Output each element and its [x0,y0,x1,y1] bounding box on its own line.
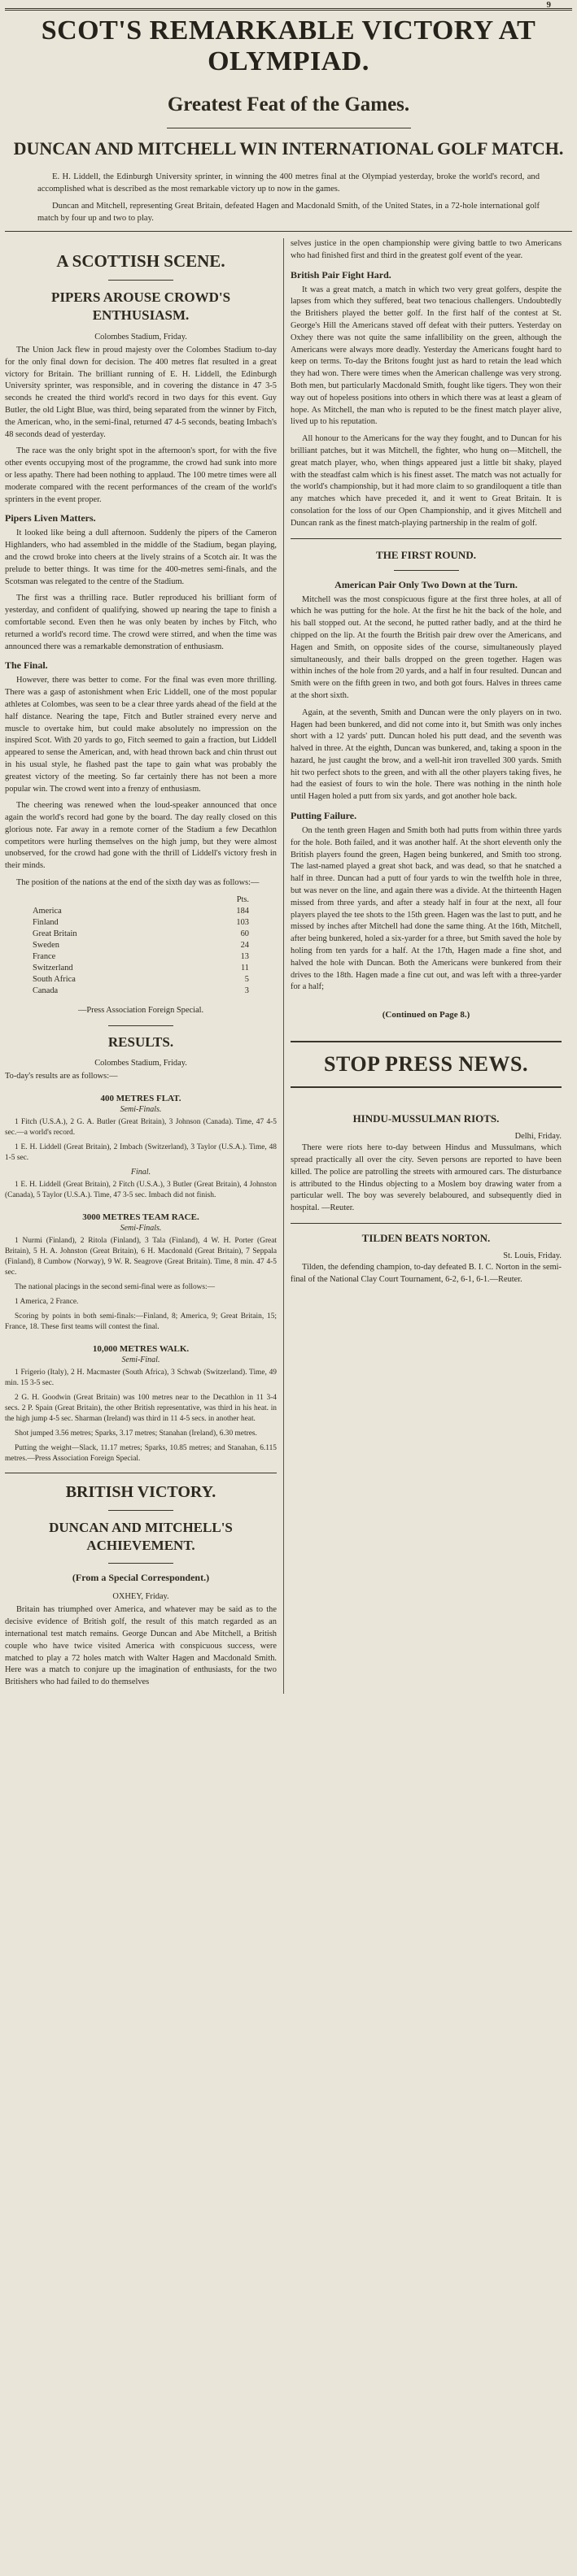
table-row [31,906,251,917]
section-heading: Pipers Liven Matters. [5,512,96,524]
tilden-body [291,1262,562,1286]
top-rule [5,8,572,11]
results-intro: To-day's results are as follows:— [5,1071,118,1081]
round-label: Semi-Finals. [120,1224,162,1234]
result-line: Shot jumped 3.56 metres; Sparks, 3.17 metres; Stanahan (Ireland), 6.30 metres. [15,1429,257,1438]
points: 11 [240,963,249,973]
table-row [31,917,251,929]
paragraph: Mitchell was the most conspicuous figure at the first three holes, at all of which he was putting for the hole. At the first he hit the back of the hole, and his ball stopped out. At the second, he putted rather badly, and at the third he chipped on the lip. At the fourth the British pair drew over the Americans, and Hagen and Smith, on opposite sides of the course, simultaneously played simultaneously, and their balls dropped on the green together. Hagen was within inches of the hole from 20 yards, and a half in four resulted. Duncan and Smith were on the fifth green in two, and both got fours. Halves in threes came at the short sixth. [291,594,562,700]
dateline: Delhi, Friday. [514,1132,562,1142]
divider [108,1025,173,1026]
table-row [31,940,251,951]
divider [291,1223,562,1224]
correspondent: (From a Special Correspondent.) [72,1572,210,1584]
round-label: Semi-Finals. [120,1105,162,1115]
nation: Great Britain [33,929,77,938]
divider [291,538,562,539]
points: 184 [236,906,249,916]
paragraph: The first was a thrilling race. Butler reproduced his brilliant form of yesterday, and confident of qualifying, showed up nearing the tape to finish a comfortable second. Even then he was only beaten by inches by Fitch, who returned a world's record time. The crowd were stirred, and when the time was announced there was a remarkable demonstration of enthusiasm. [5,594,277,651]
result-line: 2 G. H. Goodwin (Great Britain) was 100 metres near to the Decathlon in 11 3-4 secs. 2 P. Spain (Great Britain), the other British representative, was third in his heat. in the high jump 4-5 sec. Sharman (Ireland) was third in 11 4-5 secs. in another heat. [5,1394,277,1424]
section-heading: British Pair Fight Hard. [291,268,391,281]
putting-body [291,825,562,994]
riots-title: HINDU-MUSSULMAN RIOTS. [352,1112,500,1125]
victory-subtitle: DUNCAN AND MITCHELL'S ACHIEVEMENT. [49,1520,233,1554]
dateline: Colombes Stadium, Friday. [94,1058,187,1068]
table-row [31,929,251,940]
top-bar [5,0,572,8]
result-line: 1 America, 2 France. [15,1298,79,1307]
right-column [283,238,562,1694]
paragraph: Britain has triumphed over America, and whatever may be said as to the decisive evidence of British golf, the result of this match regarded as an international test match remains. George Duncan and Abe Mitchell, a British couple who have twice visited America with conspicuous success, were matched to play a 72 holes match with Walter Hagen and Macdonald Smith. Here was a match to conjure up the imagination of enthusiasts, for the two Britishers who had failed to do themselves [5,1605,277,1687]
result-line: 1 Nurmi (Finland), 2 Ritola (Finland), 3 Tala (Finland), 4 W. H. Porter (Great Britain), 5 H. A. Johnston (Great Britain), 6 H. Macdonald (Great Britain), 7 Seppala (Finland), 8 Cumbow (Norway), 9 W. R. Seagrove (Great Britain). Time, 8 min. 47 4-5 sec. [5,1237,277,1277]
left-column [5,238,283,1694]
points: 24 [240,940,249,950]
article-columns [5,238,572,1694]
divider [108,1510,173,1511]
main-headline: SCOT'S REMARKABLE VICTORY AT OLYMPIAD. [41,15,536,76]
scene-body [5,345,277,506]
stop-press-box [291,1041,562,1088]
divider [108,280,173,281]
continued-note: (Continued on Page 8.) [382,1010,470,1020]
nation: France [33,951,56,961]
section-heading: The Final. [5,659,48,672]
victory-body [5,1604,277,1689]
tilden-title: TILDEN BEATS NORTON. [361,1232,491,1245]
event-title: 400 METRES FLAT. [100,1094,181,1104]
paragraph: Again, at the seventh, Smith and Duncan were the only players on in two. Hagen had been bunkered, and did not come into it, but Smith was only inches short with a 12 yards' putt. Duncan holed his putt dead, and the seventh was halved in three. At the eighth, Duncan was bunkered, and, taking a spoon in the hazard, he just caught the brow, and a well-hit iron travelled 300 yards. Smith hit two perfect shots to the green, and with all the other players taking fives, he had the easiest of fours to win the hole. There was nothing in the ninth hole until Hagen holed a putt from six yards, and got another hole back. [291,707,562,802]
dateline: Colombes Stadium, Friday. [94,333,187,342]
pipers-body [5,528,277,653]
result-line: 1 Frigerio (Italy), 2 H. Macmaster (South Africa), 3 Schwab (Switzerland). Time, 49 min. 15 3-5 sec. [5,1368,277,1388]
dateline: OXHEY, Friday. [112,1592,169,1602]
victory-title: BRITISH VICTORY. [65,1483,216,1502]
points: 103 [236,917,249,927]
round-body [291,594,562,804]
event-title: 3000 METRES TEAM RACE. [82,1212,199,1223]
table-row [31,986,251,997]
result-line: Putting the weight—Slack, 11.17 metres; Sparks, 10.85 metres; and Stanahan, 6.115 metres.—Press Association Foreign Special. [5,1444,277,1464]
team-results [5,1236,277,1333]
points-label: Pts. [236,894,249,904]
points: 3 [244,986,249,995]
result-line: 1 E. H. Liddell (Great Britain), 2 Fitch (U.S.A.), 3 Butler (Great Britain), 4 Johnston (Canada), 5 Taylor (U.S.A.). Time, 47 3-5 sec. Imbach did not finish. [5,1181,277,1200]
lead-paragraph: E. H. Liddell, the Edinburgh University sprinter, in winning the 400 metres final at the Olympiad yesterday, broke the world's record, and accomplished what is described as the most remarkable victory up to now in the games. [37,172,540,194]
round-label: Semi-Final. [121,1355,160,1365]
flat-semis [5,1117,277,1164]
result-line: Scoring by points in both semi-finals:—Finland, 8; America, 9; Great Britain, 15; France, 18. These first teams will contest the final. [5,1312,277,1332]
points: 13 [240,951,249,961]
result-line: The national placings in the second semi-final were as follows:— [15,1283,216,1292]
paragraph: It was a great match, a match in which two very great golfers, despite the lapses from which they suffered, beat two tenacious challengers. Undoubtedly the Britishers played the better golf. In the first half of the contest at St. George's Hill the Americans staved off defeat with their putters. Yesterday on Oxhey there was not quite the same infallibility on the green, although the Americans were always more deadly. Yesterday the Americans fought hard to keep on terms. To-day the Britons fought just as hard to retain the lead which they had won. There were times when the American challenge was very strong. Both men, but particularly Macdonald Smith, fought like tigers. They won their way out of hopeless positions into others in which there was at least a gleam of hope. As Mitchell, the man who is reputed to be the finest match player alive, lived up to his reputation. [291,285,562,427]
walk-results [5,1368,277,1464]
event-title: 10,000 METRES WALK. [92,1344,190,1355]
nation: Finland [33,917,59,927]
sub-headline: Greatest Feat of the Games. [167,94,410,115]
bottom-space [5,1694,572,1710]
nation: Sweden [33,940,59,950]
paragraph: The race was the only bright spot in the afternoon's sport, for with the five other events occupying most of the programme, the crowd had sunk into more or less apathy. There had been nothing to applaud. The 100 metre times were all moderate compared with the recent performances of the cream of the world's sprinters in the event proper. [5,446,277,504]
points: 60 [240,929,249,938]
round-subtitle: American Pair Only Two Down at the Turn. [334,578,518,590]
credit: —Press Association Foreign Special. [77,1005,204,1015]
golf-headline: DUNCAN AND MITCHELL WIN INTERNATIONAL GOLF MATCH. [13,138,564,159]
nation: Canada [33,986,59,995]
paragraph: The position of the nations at the end of the sixth day was as follows:— [16,878,260,888]
paragraph: There were riots here to-day between Hindus and Mussulmans, which spread practically all over the city. Seven persons are reported to have been killed. The police are patrolling the streets with armoured cars. The disturbance is attributed to the Hindus objecting to a Moslem boy drawing water from a particular well. The boy was severely belaboured, and subsequently died in hospital. —Reuter. [291,1143,562,1213]
stop-press-title: STOP PRESS NEWS. [323,1052,528,1077]
paragraph: On the tenth green Hagen and Smith both had putts from within three yards for the hole. Both failed, and it was another half. At the short eleventh only the British players found the green, Hagen being bunkered, and Smith too strong. The last-named played a great shot back, and was dead, so that he snatched a half in three. Duncan had a putt of four yards to win the twelfth hole in three, but was never on the line, and again there was a divide. At the thirteenth Hagen missed from three yards, and after a steady half in four at the next, all four players played the tee shots to the 15th green. Hagen was the last to putt, and he missed by inches after Mitchell had done the same thing. At the 16th, Mitchell, after being bunkered, holed a six-yarder for a three, but Smith saved the hole by holing from ten yards for a half. At the 17th, Hagen made a fine shot, and halved the hole with Duncan. Both the Americans were bunkered from their drives to the 18th. Hagen made a fine cut out, and was left with a three-yarder for a half; [291,826,562,992]
final-body [5,675,277,890]
table-header [31,894,251,906]
round-label: Final. [130,1168,151,1177]
lead-summary [37,171,540,224]
paragraph: selves justice in the open championship were giving battle to two Americans who had finished first and third in the greatest golf event of the year. [291,239,562,260]
paragraph: However, there was better to come. For the final was even more thrilling. There was a gasp of astonishment when Eric Liddell, one of the most popular athletes at Colombes, was seen to be a clear three yards ahead of the field at the half distance. Nearing the tape, Fitch and Butler strained every nerve and muscle to overtake him, but could make absolutely no impression on the inspired Scot. With 20 yards to go, Fitch seemed to gain a fraction, but Liddell appeared to sense the American, and, with head thrown back and chin thrust out in his usual style, he flashed past the tape to gain what was probably the greatest victory of the meeting. So far certainly there has not been a more popular win. The crowd went into a frenzy of enthusiasm. [5,676,277,794]
paragraph: The cheering was renewed when the loud-speaker announced that once again the world's record had gone by the board. The day really closed on this glorious note. Far away in a remote corner of the Stadium a few Decathlon competitors were hurling themselves on the high jump, but they were almost unobserved, for the crowd had gone with the thrill of Liddell's victory fresh in their minds. [5,801,277,871]
section-rule [5,231,572,232]
table-row [31,963,251,974]
nation: South Africa [33,974,76,984]
table-row [31,974,251,986]
paragraph: It looked like being a dull afternoon. Suddenly the pipers of the Cameron Highlanders, who had assembled in the middle of the Stadium, began playing, and the crowd broke into cheers at the lively strains of a Scotch air. It was the prelude to better things. It was time for the 400-metres semi-finals, and the Scotsman was relegated to the centre of the Stadium. [5,529,277,586]
divider [108,1563,173,1564]
riots-body [291,1142,562,1215]
points: 5 [244,974,249,984]
nation: America [33,906,62,916]
lead-paragraph: Duncan and Mitchell, representing Great Britain, defeated Hagen and Macdonald Smith, of the United States, in a 72-hole international golf match by four up and two to play. [37,202,540,223]
round-title: THE FIRST ROUND. [376,548,476,561]
results-title: RESULTS. [107,1033,174,1050]
nation: Switzerland [33,963,73,973]
paragraph: The Union Jack flew in proud majesty over the Colombes Stadium to-day for the only final down for decision. The 400 metres flat resulted in a great victory for Britain. The brilliant running of E. H. Liddell, the Edinburgh University sprinter, was responsible, and in covering the distance in 47 3-5 seconds he created the third world's record in two days for this event. Guy Butler, the old Light Blue, was third, being separated from the winner by Fitch, the American, who, in the semi-final, returned 47 4-5 seconds, beating Imbach's 48 seconds dead of yesterday. [5,346,277,439]
page-number: 9 [546,0,551,10]
dateline: St. Louis, Friday. [503,1251,562,1261]
scene-title: A SCOTTISH SCENE. [56,251,225,271]
result-line: 1 Fitch (U.S.A.), 2 G. A. Butler (Great Britain), 3 Johnson (Canada). Time, 47 4-5 sec.—a world's record. [5,1118,277,1138]
section-heading: Putting Failure. [291,810,357,822]
points-table [31,894,251,997]
flat-final [5,1180,277,1201]
scene-subtitle: PIPERS AROUSE CROWD'S ENTHUSIASM. [50,289,231,323]
paragraph: All honour to the Americans for the way they fought, and to Duncan for his brilliant patches, but it was Mitchell, the fighter, who hung on—Mitchell, the great match player, who, when things appeared just a little bit shaky, played with the steadfast calm which is his finest asset. The match was not actually for the world's championship, but it had more claim to so grandiloquent a title than any matches which have preceded it, and it went to Great Britain. It is consolation for the loss of our Open Championship, and it gives Mitchell and Duncan rank as the finest match-playing partnership in the realm of golf. [291,434,562,528]
golf-continued [291,238,562,263]
paragraph: Tilden, the defending champion, to-day defeated B. I. C. Norton in the semi-final of the National Clay Court Tournament, 6-2, 6-1, 6-1.—Reuter. [291,1263,562,1284]
table-row [31,951,251,963]
fight-body [291,285,562,530]
result-line: 1 E. H. Liddell (Great Britain), 2 Imbach (Switzerland), 3 Taylor (U.S.A.). Time, 48 1-5 sec. [5,1143,277,1163]
divider [394,570,459,571]
